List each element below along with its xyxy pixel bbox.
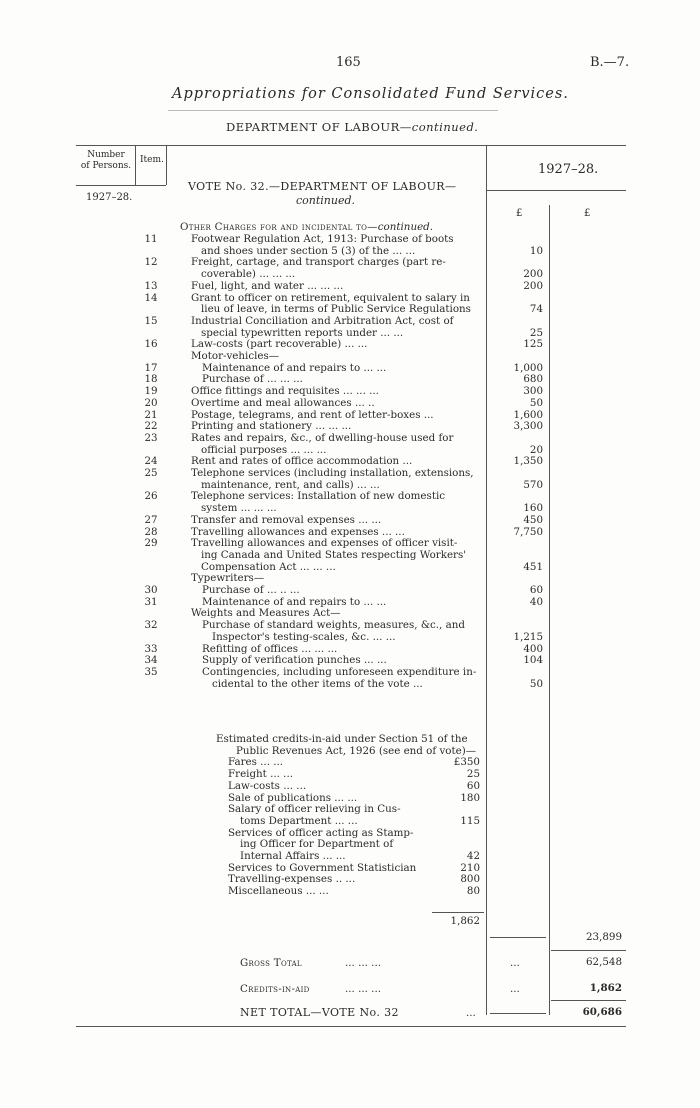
item-number: 26 [144, 490, 158, 503]
item-amount: 104 [523, 654, 543, 667]
credit-entry-amount: £350 [453, 756, 480, 769]
item-text-line: Compensation Act ... ... ... [201, 560, 336, 573]
item-text-line: Typewriters— [191, 572, 265, 585]
net-total-dots: ... [466, 1007, 476, 1019]
item-text-line: Travelling allowances and expenses ... ... [191, 525, 405, 538]
net-total-value: 60,686 [582, 1006, 622, 1018]
credits-in-aid-dots: ... ... ... [345, 983, 382, 995]
item-text-line: Weights and Measures Act— [191, 607, 341, 620]
credit-entry-amount: 42 [466, 850, 480, 862]
item-number: 14 [144, 291, 158, 304]
item-text-line: Rates and repairs, &c., of dwelling-house used for [191, 431, 454, 444]
item-number: 11 [144, 233, 158, 245]
item-number: 16 [144, 338, 158, 351]
col-item-divider [166, 145, 167, 185]
header-item: Item. [140, 155, 164, 165]
item-number: 27 [144, 513, 158, 526]
header-year-left: 1927–28. [86, 192, 133, 203]
item-text-line: Fuel, light, and water ... ... ... [191, 279, 344, 292]
item-text-line: Contingencies, including unforeseen expenditure in- [202, 665, 477, 678]
credit-entry-amount: 180 [460, 791, 480, 804]
gross-total-mid: ... [510, 957, 520, 969]
item-number: 28 [144, 525, 158, 538]
item-text-line: Refitting of offices ... ... ... [202, 642, 338, 655]
item-amount: 60 [529, 584, 543, 596]
subtotal-value: 23,899 [585, 931, 622, 943]
item-text-line: Motor-vehicles— [191, 350, 280, 362]
col-text-divider [486, 145, 487, 1015]
item-text-line: Printing and stationery ... ... ... [191, 420, 352, 433]
item-text-line: Transfer and removal expenses ... ... [191, 513, 382, 526]
item-text-line: Purchase of standard weights, measures, &c., and [202, 619, 465, 632]
item-text-line: Rent and rates of office accommodation ... [191, 455, 413, 468]
credit-entry-amount: 210 [460, 861, 480, 874]
credit-entry-line: Freight ... ... [228, 768, 293, 781]
item-text-line: Footwear Regulation Act, 1913: Purchase of boots [191, 233, 454, 245]
item-text-line: ing Canada and United States respecting Workers' [201, 548, 467, 561]
title-rule [168, 110, 498, 111]
item-number: 12 [144, 256, 158, 269]
item-number: 29 [144, 537, 158, 550]
gross-total-value: 62,548 [585, 956, 622, 968]
vote-title: VOTE No. 32.—DEPARTMENT OF LABOUR— [188, 180, 457, 193]
item-amount: 74 [529, 303, 543, 316]
item-amount: 300 [523, 385, 543, 398]
item-text-line: Postage, telegrams, and rent of letter-boxes ... [191, 408, 434, 421]
credits-total-rule [432, 912, 484, 913]
section-heading-continued: continued. [377, 221, 434, 233]
item-amount: 50 [529, 396, 543, 409]
item-number: 18 [144, 373, 158, 386]
gross-total-label: Gross Total [240, 957, 302, 969]
item-text-line: Office fittings and requisites ... ... ... [191, 385, 379, 398]
subtotal-rule-a [490, 937, 546, 938]
item-text-line: Inspector's testing-scales, &c. ... ... [212, 630, 396, 643]
item-amount: 125 [523, 338, 543, 351]
credit-entry-amount: 800 [460, 873, 480, 886]
item-amount: 200 [523, 268, 543, 281]
item-amount: 50 [529, 677, 543, 690]
item-number: 13 [144, 279, 158, 292]
item-amount: 680 [523, 373, 543, 386]
item-text-line: Purchase of ... .. ... [202, 584, 300, 596]
item-number: 30 [144, 584, 158, 596]
pound-sign-a: £ [516, 208, 523, 219]
item-text-line: Maintenance of and repairs to ... ... [202, 595, 387, 608]
page-title: Appropriations for Consolidated Fund Services. [172, 86, 569, 102]
item-text-line: Industrial Conciliation and Arbitration Act, cost of [191, 314, 454, 327]
vote-subtitle: continued. [296, 194, 356, 207]
item-number: 33 [144, 642, 158, 655]
item-text-line: lieu of leave, in terms of Public Service Regulations [201, 303, 471, 316]
page-number: 165 [336, 55, 361, 70]
item-amount: 160 [523, 502, 543, 515]
item-number: 32 [144, 619, 158, 632]
item-text-line: Supply of verification punches ... ... [202, 654, 387, 667]
item-amount: 1,600 [513, 408, 543, 421]
item-amount: 10 [529, 244, 543, 257]
item-number: 20 [144, 396, 158, 409]
item-text-line: Telephone services (including installation, extensions, [191, 467, 474, 479]
item-number: 21 [144, 408, 158, 421]
credit-entry-line: Services of officer acting as Stamp- [228, 826, 414, 839]
item-text-line: Telephone services: Installation of new domestic [191, 490, 446, 503]
credit-entry-line: Travelling-expenses .. ... [228, 873, 356, 886]
item-number: 19 [144, 385, 158, 398]
right-header-rule [486, 190, 626, 191]
gross-rule [551, 950, 626, 951]
credit-entry-amount: 60 [466, 779, 480, 792]
item-amount: 200 [523, 279, 543, 292]
item-text-line: Maintenance of and repairs to ... ... [202, 361, 387, 374]
item-text-line: Overtime and meal allowances ... .. [191, 396, 375, 409]
item-number: 15 [144, 314, 158, 327]
item-text-line: system ... ... ... [201, 502, 277, 515]
credits-in-aid-mid: ... [510, 983, 520, 995]
persons-line-1: Number [87, 150, 125, 160]
item-text-line: maintenance, rent, and calls) ... ... [201, 478, 380, 491]
credit-entry-line: Fares ... ... [228, 756, 284, 769]
credit-entry-amount: 115 [460, 814, 480, 827]
credit-entry-amount: 80 [466, 885, 480, 898]
item-text-line: and shoes under section 5 (3) of the ... ... [201, 244, 416, 257]
document-code: B.—7. [590, 55, 630, 70]
item-number: 31 [144, 595, 158, 608]
pound-sign-b: £ [584, 208, 591, 219]
item-amount: 570 [523, 478, 543, 491]
item-amount: 40 [529, 595, 543, 608]
item-text-line: Travelling allowances and expenses of officer visit- [191, 537, 458, 550]
header-number-of-persons [78, 150, 134, 172]
credit-entry-amount: 25 [466, 768, 480, 781]
credit-entry-line: Salary of officer relieving in Cus- [228, 803, 401, 816]
header-year-right: 1927–28. [538, 162, 599, 177]
col-amount-divider [549, 205, 550, 1015]
item-text-line: official purposes ... ... ... [201, 443, 327, 456]
item-number: 24 [144, 455, 158, 468]
item-amount: 1,215 [513, 630, 543, 643]
item-text-line: Freight, cartage, and transport charges (part re- [191, 256, 446, 269]
persons-line-2: of Persons. [80, 161, 132, 171]
department-heading [226, 120, 478, 134]
credit-entry-line: Sale of publications ... ... [228, 791, 358, 804]
col-persons-item-divider [135, 145, 136, 185]
item-text-line: Law-costs (part recoverable) ... ... [191, 338, 368, 351]
item-number: 23 [144, 431, 158, 444]
credits-heading-line: Estimated credits-in-aid under Section 51 of the [216, 733, 468, 745]
credit-entry-line: toms Department ... ... [240, 814, 358, 827]
item-text-line: Purchase of ... ... ... [202, 373, 303, 386]
item-amount: 3,300 [513, 420, 543, 433]
section-heading [180, 221, 433, 233]
credits-heading-line: Public Revenues Act, 1926 (see end of vote)— [236, 744, 477, 757]
credit-entry-line: Miscellaneous ... ... [228, 885, 329, 898]
section-heading-label: Other Charges for and incidental to— [180, 221, 378, 233]
item-number: 35 [144, 665, 158, 678]
item-number: 22 [144, 420, 158, 433]
item-number: 34 [144, 654, 158, 667]
item-text-line: cidental to the other items of the vote ... [212, 677, 423, 690]
item-amount: 20 [529, 443, 543, 456]
department-main: DEPARTMENT OF LABOUR— [226, 120, 412, 134]
item-amount: 451 [523, 560, 543, 573]
credit-entry-line: ing Officer for Department of [240, 838, 394, 851]
item-text-line: coverable) ... ... ... [201, 268, 296, 281]
net-rule-b [551, 1000, 626, 1001]
net-rule-a [490, 1013, 546, 1014]
credit-entry-line: Law-costs ... ... [228, 779, 307, 792]
item-amount: 400 [523, 642, 543, 655]
item-amount: 1,000 [513, 361, 543, 374]
table-top-rule [76, 145, 626, 146]
left-header-rule [76, 185, 166, 186]
bottom-rule [76, 1026, 626, 1027]
item-text-line: Grant to officer on retirement, equivalent to salary in [191, 291, 470, 304]
item-number: 25 [144, 467, 158, 479]
item-amount: 7,750 [513, 525, 543, 538]
credits-in-aid-value: 1,862 [589, 982, 622, 994]
credit-entry-line: Internal Affairs ... ... [240, 850, 346, 862]
item-amount: 1,350 [513, 455, 543, 468]
item-text-line: special typewritten reports under ... ... [201, 326, 404, 339]
item-amount: 450 [523, 513, 543, 526]
credits-in-aid-label: Credits-in-aid [240, 983, 310, 995]
credits-total: 1,862 [450, 915, 480, 927]
department-continued: continued. [411, 120, 479, 134]
net-total-label: NET TOTAL—VOTE No. 32 [240, 1006, 399, 1019]
item-number: 17 [144, 361, 158, 374]
credit-entry-line: Services to Government Statistician [228, 861, 417, 874]
gross-total-dots: ... ... ... [345, 957, 382, 969]
item-amount: 25 [529, 326, 543, 339]
